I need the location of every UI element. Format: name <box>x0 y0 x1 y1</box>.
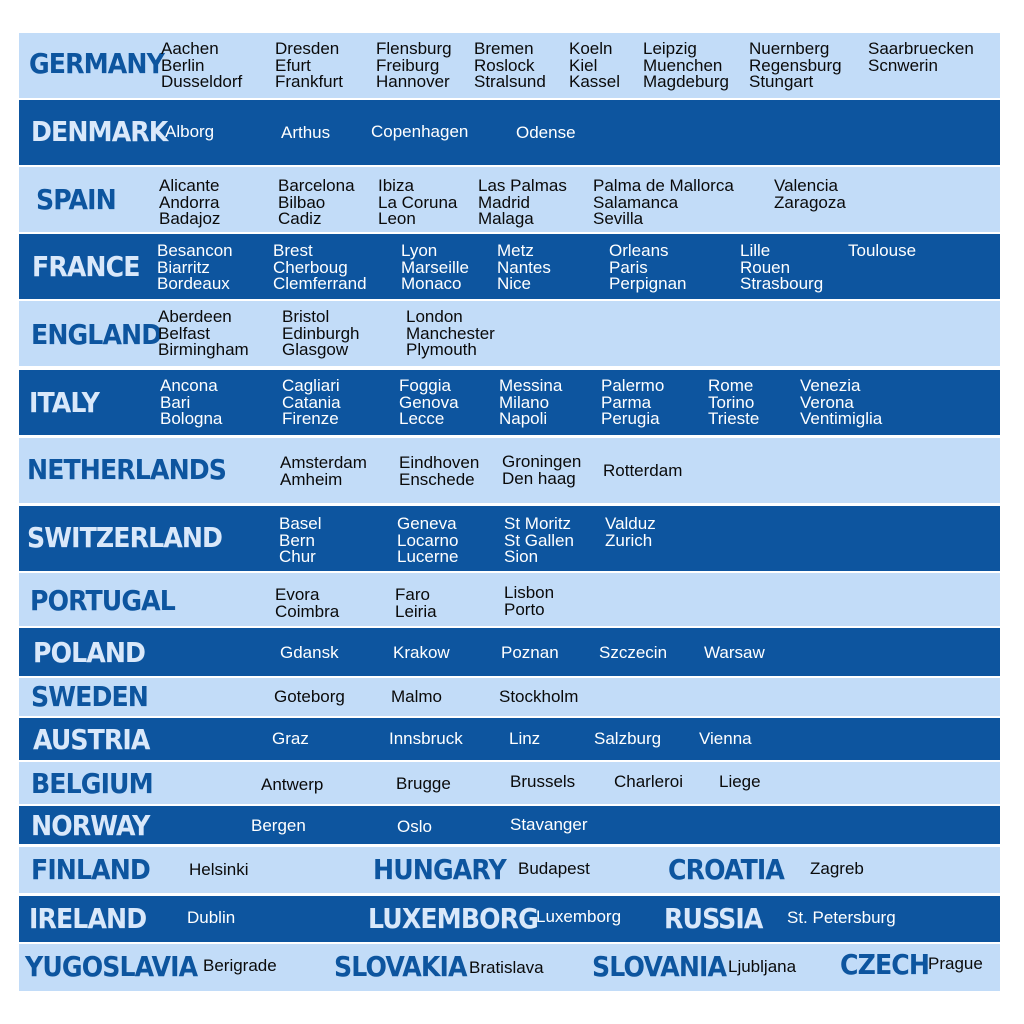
city-column <box>282 378 341 428</box>
city-column <box>273 243 367 293</box>
country-label-germany: GERMANY <box>29 47 164 80</box>
city-name: St. Petersburg <box>787 908 896 927</box>
country-row <box>19 234 1000 299</box>
country-label-croatia: CROATIA <box>668 853 784 886</box>
city-name: Zagreb <box>810 859 864 878</box>
country-row <box>19 370 1000 435</box>
country-row <box>19 33 1000 98</box>
city-column <box>393 645 450 662</box>
city-column <box>504 585 554 618</box>
city-name: Glasgow <box>282 340 349 359</box>
city-name: Perugia <box>601 409 660 428</box>
city-name: Arthus <box>281 123 331 142</box>
city-name: Birmingham <box>158 340 249 359</box>
city-name: Marseille <box>401 257 470 277</box>
city-name: Koeln <box>569 39 613 58</box>
city-column <box>158 309 249 359</box>
city-name: Szczecin <box>599 643 668 662</box>
country-label-england: ENGLAND <box>31 318 162 351</box>
country-row <box>19 100 1000 165</box>
city-name: Aberdeen <box>158 307 232 326</box>
city-name: Valduz <box>605 514 656 533</box>
city-name: Frankfurt <box>275 72 344 91</box>
city-name: Kiel <box>569 55 598 75</box>
country-row <box>19 301 1000 366</box>
city-name: Rotterdam <box>603 461 683 480</box>
city-name: Belfast <box>158 323 210 343</box>
city-name: Helsinki <box>189 860 249 879</box>
city-column <box>497 243 551 293</box>
city-name: Bern <box>279 530 315 550</box>
city-column <box>614 774 683 791</box>
city-column <box>203 958 277 975</box>
city-name: Antwerp <box>261 775 324 794</box>
city-column <box>261 777 323 794</box>
country-label-spain: SPAIN <box>36 183 116 216</box>
city-column <box>376 41 452 91</box>
city-name: Bergen <box>251 816 306 835</box>
city-name: Brussels <box>510 772 576 791</box>
city-name: Budapest <box>518 859 590 878</box>
city-column <box>810 861 864 878</box>
country-row <box>19 806 1000 844</box>
city-name: Stungart <box>749 72 814 91</box>
city-column <box>719 774 761 791</box>
country-label-hungary: HUNGARY <box>373 853 506 886</box>
city-name: Biarritz <box>157 257 210 277</box>
country-label-luxemborg: LUXEMBORG <box>368 902 538 935</box>
city-name: St Moritz <box>504 514 572 533</box>
city-name: Muenchen <box>643 55 723 75</box>
city-name: Liege <box>719 772 761 791</box>
city-name: Paris <box>609 257 648 277</box>
city-name: Cagliari <box>282 376 340 395</box>
city-name: Aachen <box>161 39 219 58</box>
city-name: Warsaw <box>704 643 765 662</box>
city-name: Stavanger <box>510 815 588 834</box>
city-name: Trieste <box>708 409 760 428</box>
city-name: Alicante <box>159 176 220 195</box>
city-name: Linz <box>509 729 541 748</box>
city-column <box>279 516 322 566</box>
city-name: Basel <box>279 514 322 533</box>
city-name: Innsbruck <box>389 729 463 748</box>
city-name: Bari <box>160 392 191 412</box>
country-row <box>19 896 1000 942</box>
city-column <box>499 378 562 428</box>
city-name: Oslo <box>397 817 432 836</box>
city-name: Malaga <box>478 209 534 228</box>
city-column <box>569 41 620 91</box>
city-name: Geneva <box>397 514 457 533</box>
city-name: Valencia <box>774 176 838 195</box>
city-column <box>868 41 974 74</box>
city-name: Krakow <box>393 643 450 662</box>
country-label-france: FRANCE <box>32 250 140 283</box>
city-name: Graz <box>272 729 309 748</box>
country-label-switzerland: SWITZERLAND <box>27 521 223 554</box>
country-row <box>19 944 1000 991</box>
city-name: Toulouse <box>848 241 917 260</box>
city-name: Lecce <box>399 409 445 428</box>
city-column <box>397 516 458 566</box>
country-label-netherlands: NETHERLANDS <box>27 453 227 486</box>
city-name: Torino <box>708 392 755 412</box>
city-name: Porto <box>504 599 545 619</box>
city-name: Leon <box>378 209 416 228</box>
city-name: Freiburg <box>376 55 440 75</box>
city-column <box>371 124 468 141</box>
city-column <box>510 817 588 834</box>
city-name: Poznan <box>501 643 559 662</box>
city-column <box>594 731 661 748</box>
country-row <box>19 506 1000 571</box>
city-name: Charleroi <box>614 772 683 791</box>
country-row <box>19 438 1000 503</box>
city-name: Eindhoven <box>399 453 480 472</box>
city-name: Sevilla <box>593 209 644 228</box>
city-column <box>251 818 306 835</box>
country-label-ireland: IRELAND <box>29 902 147 935</box>
city-column <box>160 378 222 428</box>
city-name: Bordeaux <box>157 274 230 293</box>
city-name: Hannover <box>376 72 450 91</box>
city-column <box>396 776 451 793</box>
country-label-portugal: PORTUGAL <box>30 584 175 617</box>
country-row <box>19 167 1000 232</box>
city-name: Coimbra <box>275 601 340 621</box>
city-name: Las Palmas <box>478 176 567 195</box>
city-name: Parma <box>601 392 652 412</box>
city-name: Berlin <box>161 55 205 75</box>
country-row <box>19 847 1000 893</box>
city-name: La Coruna <box>378 192 458 212</box>
city-column <box>187 910 235 927</box>
city-name: Enschede <box>399 469 475 489</box>
city-column <box>157 243 233 293</box>
country-row <box>19 718 1000 760</box>
city-column <box>593 178 734 228</box>
country-row <box>19 762 1000 804</box>
city-name: Alborg <box>165 122 215 141</box>
city-name: Berigrade <box>203 956 277 975</box>
city-column <box>280 455 367 488</box>
country-row <box>19 628 1000 676</box>
city-name: Rome <box>708 376 754 395</box>
city-name: Messina <box>499 376 563 395</box>
city-column <box>708 378 759 428</box>
city-column <box>518 861 590 878</box>
city-name: Bristol <box>282 307 330 326</box>
city-name: Dresden <box>275 39 340 58</box>
city-column <box>704 645 765 662</box>
city-name: Zaragoza <box>774 192 846 212</box>
city-name: Prague <box>928 954 983 973</box>
city-column <box>378 178 457 228</box>
city-name: Dublin <box>187 908 236 927</box>
city-column <box>699 731 752 748</box>
city-name: Besancon <box>157 241 233 260</box>
country-label-finland: FINLAND <box>31 853 150 886</box>
city-name: Bratislava <box>469 958 544 977</box>
city-column <box>601 378 664 428</box>
city-name: Evora <box>275 585 320 604</box>
city-name: Stralsund <box>474 72 546 91</box>
city-column <box>395 587 437 620</box>
city-name: Ancona <box>160 376 218 395</box>
city-name: Nice <box>497 274 532 293</box>
city-name: Zurich <box>605 530 653 550</box>
city-name: Faro <box>395 585 430 604</box>
city-column <box>499 689 578 706</box>
city-name: Regensburg <box>749 55 842 75</box>
country-label-czech: CZECH <box>840 948 930 981</box>
city-column <box>401 243 469 293</box>
city-name: Sion <box>504 547 539 566</box>
city-column <box>509 731 540 748</box>
city-name: Firenze <box>282 409 339 428</box>
city-column <box>274 689 345 706</box>
city-column <box>848 243 916 260</box>
city-name: Kassel <box>569 72 621 91</box>
city-name: Ibiza <box>378 176 414 195</box>
city-column <box>189 862 249 879</box>
city-name: Plymouth <box>406 340 477 359</box>
city-name: Verona <box>800 392 854 412</box>
city-column <box>399 455 479 488</box>
city-name: Andorra <box>159 192 220 212</box>
city-name: Copenhagen <box>371 122 469 141</box>
city-column <box>516 125 576 142</box>
city-column <box>275 41 343 91</box>
city-name: Goteborg <box>274 687 345 706</box>
city-name: London <box>406 307 463 326</box>
city-column <box>603 463 682 480</box>
city-column <box>510 774 575 791</box>
city-column <box>774 178 846 211</box>
city-name: Brugge <box>396 774 451 793</box>
city-column <box>800 378 882 428</box>
city-name: Madrid <box>478 192 530 212</box>
city-name: Orleans <box>609 241 669 260</box>
city-column <box>161 41 242 91</box>
city-name: Gdansk <box>280 643 339 662</box>
city-name: Clemferrand <box>273 274 367 293</box>
city-name: Malmo <box>391 687 443 706</box>
city-name: Foggia <box>399 376 451 395</box>
city-name: Venezia <box>800 376 861 395</box>
city-column <box>643 41 729 91</box>
city-column <box>599 645 667 662</box>
city-name: Milano <box>499 392 550 412</box>
country-label-poland: POLAND <box>33 636 146 669</box>
city-name: Flensburg <box>376 39 452 58</box>
city-name: Ventimiglia <box>800 409 883 428</box>
city-name: Metz <box>497 241 534 260</box>
city-column <box>504 516 574 566</box>
city-name: Catania <box>282 392 341 412</box>
city-name: Magdeburg <box>643 72 730 91</box>
city-column <box>740 243 823 293</box>
city-name: Monaco <box>401 274 462 293</box>
city-name: Cadiz <box>278 209 322 228</box>
city-name: Den haag <box>502 468 576 488</box>
city-column <box>165 124 214 141</box>
city-name: Bilbao <box>278 192 326 212</box>
city-column <box>502 454 581 487</box>
city-name: Lisbon <box>504 583 555 602</box>
city-column <box>282 309 360 359</box>
city-column <box>474 41 546 91</box>
city-name: Lille <box>740 241 771 260</box>
city-name: Dusseldorf <box>161 72 243 91</box>
city-column <box>536 909 621 926</box>
city-name: Chur <box>279 547 316 566</box>
city-name: Cherboug <box>273 257 348 277</box>
city-column <box>605 516 656 549</box>
city-column <box>272 731 309 748</box>
country-label-russia: RUSSIA <box>664 902 763 935</box>
city-name: Luxemborg <box>536 907 622 926</box>
city-column <box>281 125 330 142</box>
city-column <box>389 731 463 748</box>
city-name: Badajoz <box>159 209 221 228</box>
city-name: Bremen <box>474 39 534 58</box>
city-name: Lyon <box>401 241 438 260</box>
city-name: Amheim <box>280 469 343 489</box>
country-label-italy: ITALY <box>29 386 100 419</box>
city-name: Palermo <box>601 376 665 395</box>
city-column <box>501 645 559 662</box>
city-column <box>397 819 432 836</box>
city-column <box>728 959 796 976</box>
city-name: St Gallen <box>504 530 574 550</box>
country-row <box>19 678 1000 716</box>
city-name: Nuernberg <box>749 39 830 58</box>
city-name: Perpignan <box>609 274 687 293</box>
city-name: Strasbourg <box>740 274 824 293</box>
city-name: Leiria <box>395 601 437 621</box>
city-column <box>406 309 495 359</box>
city-name: Groningen <box>502 452 582 471</box>
city-column <box>280 645 339 662</box>
city-name: Vienna <box>699 729 752 748</box>
city-name: Efurt <box>275 55 311 75</box>
country-label-belgium: BELGIUM <box>31 767 153 800</box>
city-name: Palma de Mallorca <box>593 176 734 195</box>
city-column <box>749 41 842 91</box>
country-label-austria: AUSTRIA <box>33 723 150 756</box>
city-name: Genova <box>399 392 459 412</box>
city-name: Edinburgh <box>282 323 360 343</box>
city-column <box>278 178 355 228</box>
city-column <box>399 378 459 428</box>
city-name: Odense <box>516 123 576 142</box>
city-name: Stockholm <box>499 687 579 706</box>
city-column <box>928 956 983 973</box>
city-name: Manchester <box>406 323 495 343</box>
city-name: Lucerne <box>397 547 459 566</box>
country-row <box>19 573 1000 626</box>
city-name: Nantes <box>497 257 551 277</box>
city-column <box>787 910 896 927</box>
city-name: Scnwerin <box>868 55 938 75</box>
city-name: Amsterdam <box>280 453 367 472</box>
city-name: Bologna <box>160 409 223 428</box>
city-name: Rouen <box>740 257 791 277</box>
country-label-yugoslavia: YUGOSLAVIA <box>25 950 198 983</box>
city-name: Ljubljana <box>728 957 797 976</box>
country-label-slovakia: SLOVAKIA <box>334 950 467 983</box>
city-column <box>275 587 339 620</box>
country-label-denmark: DENMARK <box>31 115 168 148</box>
city-name: Brest <box>273 241 313 260</box>
city-column <box>478 178 567 228</box>
city-name: Saarbruecken <box>868 39 974 58</box>
city-name: Salamanca <box>593 192 679 212</box>
city-name: Salzburg <box>594 729 662 748</box>
city-column <box>159 178 220 228</box>
country-label-sweden: SWEDEN <box>31 680 148 713</box>
country-label-norway: NORWAY <box>31 809 150 842</box>
city-column <box>391 689 442 706</box>
city-name: Barcelona <box>278 176 355 195</box>
city-name: Napoli <box>499 409 548 428</box>
city-name: Locarno <box>397 530 459 550</box>
city-name: Roslock <box>474 55 535 75</box>
city-column <box>609 243 687 293</box>
city-name: Leipzig <box>643 39 697 58</box>
city-column <box>469 960 544 977</box>
country-label-slovania: SLOVANIA <box>592 950 727 983</box>
